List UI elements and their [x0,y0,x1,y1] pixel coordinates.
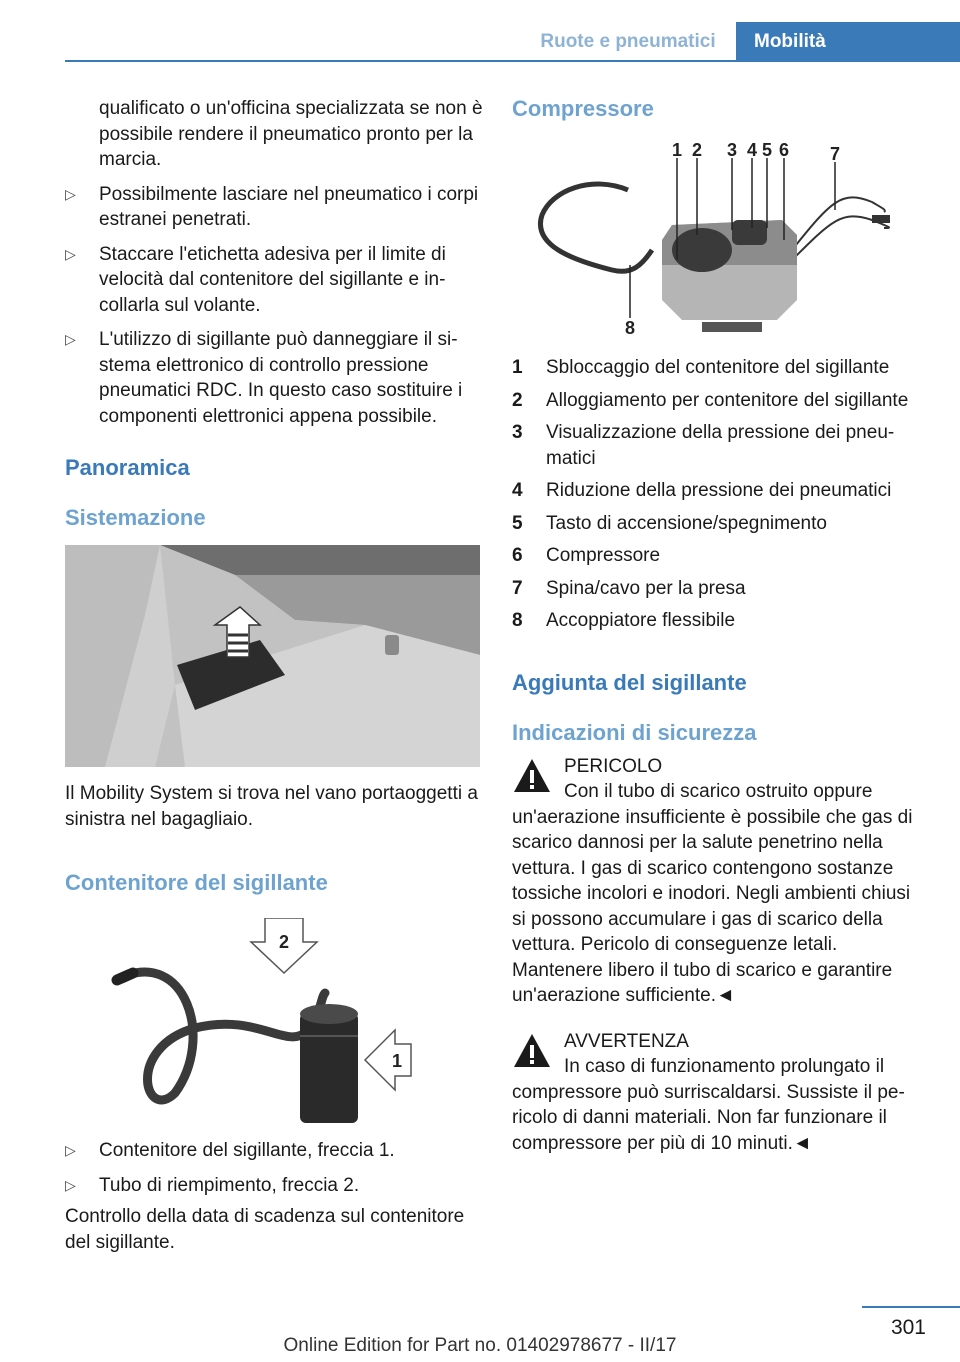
diagram-label-5: 5 [761,140,773,160]
warning-triangle-icon [512,1031,552,1071]
right-column [512,96,926,1156]
triangle-bullet-icon: ▷ [65,245,76,262]
location-text: Il Mobility System si trova nel vano portaoggetti a sinistra nel bagagliaio. [65,783,478,830]
bullet-item: ▷ Tubo di riempimento, freccia 2. [65,1173,483,1199]
triangle-bullet-icon: ▷ [65,1176,76,1193]
warning-notice [512,1029,926,1157]
legend-item: 8 Accoppiatore flessibile [512,610,736,631]
diagram-label-3: 3 [726,140,738,160]
page-number: 301 [890,1316,926,1339]
triangle-bullet-icon: ▷ [65,1142,76,1158]
legend-item: 1 Sbloccaggio del contenitore del sigillante [512,357,890,378]
bullet-item: ▷ Staccare l'etichetta adesiva per il limite di velocità dal contenitore del sigillante e incollarla sul volante. [65,243,446,316]
legend-item: 3 Visualizzazione della pressione dei pneumatici [512,422,895,469]
diagram-label-4: 4 [746,140,758,160]
legend-item: 7 Spina/cavo per la presa [512,577,746,599]
heading-sealant-container: Contenitore del sigillante [65,870,328,895]
warning-triangle-icon [512,756,552,796]
compressor-legend [512,355,926,634]
triangle-bullet-icon: ▷ [65,185,76,202]
heading-location: Sistemazione [65,505,206,530]
legend-item: 2 Alloggiamento per contenitore del sigillante [512,389,909,411]
bullet-item: ▷ Contenitore del sigillante, freccia 1. [65,1138,483,1164]
diagram-label-6: 6 [778,140,790,160]
diagram-label-7: 7 [829,144,841,164]
legend-item: 5 Tasto di accensione/spegnimento [512,512,827,534]
diagram-label-2: 2 [691,140,703,160]
legend-item: 4 Riduzione della pressione dei pneumatici [512,480,892,501]
heading-add-sealant: Aggiunta del sigillante [512,669,747,695]
danger-text: un'aerazione insufficiente è possibile che gas di scarico dannosi per la salute penetrino nella vettura. I gas di scarico contengono sostanze tossiche incolori e inodori. Negli ambienti chiusi si possono accumulare i gas di scarico della vettura. Pericolo di conseguenze letali. Mantenere libero il tubo di scarico e garantire un'aerazione sufficiente.◄ [512,806,913,1006]
heading-compressor: Compressore [512,96,654,121]
trunk-photo [65,545,480,767]
diagram-label-8: 8 [624,318,636,338]
warning-text: compressore può surriscaldarsi. Sussiste il pericolo di danni materiali. Non far funzionare il compressore per più di 10 minuti.◄ [512,1081,905,1154]
danger-notice [512,754,926,1009]
edition-footer: Online Edition for Part no. 01402978677 - II/17 [283,1335,677,1356]
expiry-text: Controllo della data di scadenza sul contenitore del sigillante. [65,1206,465,1253]
left-column [65,96,483,1255]
bullet-item: ▷ L'utilizzo di sigillante può danneggiare il sistema elettronico di controllo pressione pneumatici RDC. In questo caso sostituire i componenti elettronici appena possibile. [65,329,463,427]
arrow-label-2: 2 [278,932,290,952]
warning-first-line: In caso di funzionamento prolungato il [564,1056,885,1077]
intro-text: qualificato o un'officina specializzata se non è possibile rendere il pneumatico pronto per la marcia. [99,98,483,170]
danger-title: PERICOLO [564,755,663,777]
sealant-container-illustration [65,918,483,1130]
diagram-label-1: 1 [671,140,683,160]
heading-overview: Panoramica [65,455,190,480]
danger-first-line: Con il tubo di scarico ostruito oppure [564,781,873,802]
page-number-rule [862,1306,960,1308]
triangle-bullet-icon: ▷ [65,331,76,347]
header-section-tab: Ruote e pneumatici [540,31,716,52]
header-rule [65,60,960,62]
arrow-label-1: 1 [391,1051,403,1071]
header-chapter-tab: Mobilità [736,22,960,62]
compressor-illustration [512,140,926,348]
warning-title: AVVERTENZA [564,1030,689,1052]
legend-item: 6 Compressore [512,545,661,566]
heading-safety: Indicazioni di sicurezza [512,719,757,745]
bullet-item: ▷ Possibilmente lasciare nel pneumatico i corpi estranei penetrati. [65,183,479,230]
